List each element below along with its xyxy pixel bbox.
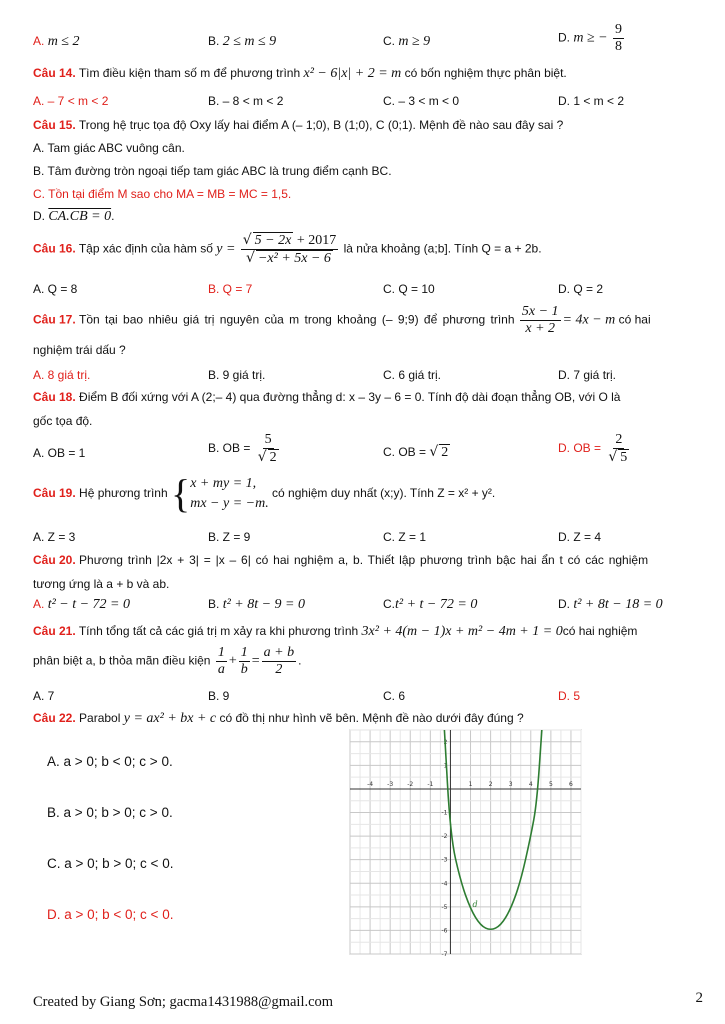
q13-option-a: m ≤ 2: [47, 34, 80, 49]
x-tick-label: 5: [548, 780, 553, 788]
q16-option-c: C. Q = 10: [383, 282, 435, 296]
q16-option-b: B. Q = 7: [208, 282, 253, 296]
y-tick-label: 2: [443, 738, 448, 746]
q14-text2: có bốn nghiệm thực phân biệt.: [404, 66, 567, 80]
q18-stem: [33, 390, 620, 404]
q18-option-b-wrap: B. OB = $\frac{5}{√ 2}$: [208, 432, 277, 465]
q21-f2-den: b: [240, 662, 248, 677]
q14-option-b: B. – 8 < m < 2: [208, 94, 284, 108]
q20-option-b-label: B.: [208, 597, 220, 611]
q21-equals: =: [251, 653, 260, 669]
q18-option-c-label: C. OB =: [383, 445, 427, 459]
q17-option-b: B. 9 giá trị.: [208, 368, 266, 382]
q16-num-expr: 5 − 2x: [254, 233, 292, 248]
q18-b-den: 2: [269, 450, 277, 465]
q16-text2: là nửa khoảng (a;b]. Tính Q = a + 2b.: [343, 241, 542, 256]
x-tick-label: 3: [508, 780, 513, 788]
q13-options: [33, 34, 79, 50]
q16-option-a: A. Q = 8: [33, 282, 78, 296]
q20-text2: tương ứng là a + b và ab.: [33, 577, 170, 591]
q15-number: Câu 15.: [33, 118, 76, 132]
q22-stem: [33, 711, 524, 727]
q15-option-a: A. Tam giác ABC vuông cân.: [33, 141, 185, 155]
y-tick-label: -1: [441, 809, 448, 817]
q13-option-c-wrap: [383, 34, 430, 50]
y-tick-label: -5: [441, 903, 448, 911]
q21-text1: Tính tổng tất cả các giá trị m xảy ra khi phương trình: [78, 624, 359, 638]
q17-number: Câu 17.: [33, 312, 76, 327]
x-tick-label: 6: [569, 780, 573, 788]
q18-b-num: 5: [264, 432, 272, 447]
q13-option-b-label: B.: [208, 34, 220, 48]
q21-condition: [33, 645, 301, 678]
q15-option-d-eq: CA.CB = 0: [48, 209, 112, 224]
q13-option-d-wrap: [558, 22, 626, 55]
q15-text: Trong hệ trục tọa độ Oxy lấy hai điểm A (– 1;0), B (1;0), C (0;1). Mệnh đề nào sau đây sai ?: [78, 118, 564, 132]
q17-fnum: 5x − 1: [521, 304, 559, 319]
q13-option-d-pre: m ≥ −: [573, 30, 608, 46]
q19-eq1: x + my = 1,: [190, 476, 257, 491]
q15-option-d-label: D.: [33, 209, 45, 223]
x-tick-label: -4: [367, 780, 374, 788]
x-tick-label: 4: [528, 780, 533, 788]
q15-option-b: B. Tâm đường tròn ngoại tiếp tam giác ABC là trung điểm cạnh BC.: [33, 164, 392, 178]
x-tick-label: 2: [488, 780, 493, 788]
q18-d-den: 5: [620, 450, 628, 465]
q20-option-a: t² − t − 72 = 0: [47, 597, 131, 612]
q19-number: Câu 19.: [33, 486, 76, 501]
q15-stem: [33, 118, 563, 132]
q21-stem: [33, 624, 637, 640]
q16-y: y =: [216, 241, 236, 257]
q20-option-c-wrap: [383, 597, 477, 613]
q17-fden: x + 2: [525, 321, 556, 336]
q13-option-b: 2 ≤ m ≤ 9: [222, 34, 277, 49]
q18-option-c-wrap: C. OB = √ 2: [383, 444, 449, 460]
q22-number: Câu 22.: [33, 711, 76, 725]
q19-stem: [33, 471, 496, 516]
q19-option-c: C. Z = 1: [383, 530, 427, 544]
q21-f1-num: 1: [217, 645, 225, 660]
y-tick-label: -2: [441, 833, 448, 841]
q17-stem: [33, 304, 701, 337]
q16-text1: Tập xác định của hàm số: [78, 241, 213, 256]
q21-f1-den: a: [217, 662, 225, 677]
q19-option-d: D. Z = 4: [558, 530, 602, 544]
q18-text1: Điểm B đối xứng với A (2;– 4) qua đường thẳng d: x – 3y – 6 = 0. Tính độ dài đoạn thẳng OB, với O là: [79, 390, 621, 404]
q20-option-d-label: D.: [558, 597, 570, 611]
q16-number: Câu 16.: [33, 241, 76, 256]
q17-rhs: = 4x − m: [562, 312, 616, 328]
q18-c-rad: 2: [441, 445, 449, 460]
x-tick-label: -3: [387, 780, 394, 788]
y-tick-label: -4: [441, 880, 448, 888]
q16-option-d: D. Q = 2: [558, 282, 604, 296]
q21-option-c: C. 6: [383, 689, 406, 703]
q17-option-d: D. 7 giá trị.: [558, 368, 617, 382]
q21-f3-den: 2: [275, 662, 283, 677]
parabola-graph: [350, 730, 581, 958]
q19-option-b: B. Z = 9: [208, 530, 251, 544]
q21-equation: 3x² + 4(m − 1)x + m² − 4m + 1 = 0: [361, 624, 563, 639]
y-tick-label: -6: [441, 927, 448, 935]
q20-option-b-wrap: [208, 597, 305, 613]
q22-option-b: B. a > 0; b > 0; c > 0.: [47, 805, 173, 820]
q21-option-b: B. 9: [208, 689, 230, 703]
q20-text1: Phương trình |2x + 3| = |x – 6| có hai nghiệm a, b. Thiết lập phương trình bậc hai ẩn t có các nghiệm: [79, 553, 649, 567]
q13-d-num: 9: [614, 22, 622, 37]
x-tick-label: 1: [468, 780, 473, 788]
q18-option-d-wrap: D. OB = $\frac{2}{√ 5}$: [558, 432, 628, 465]
q15-option-d-end: .: [111, 209, 115, 223]
q17-option-a: A. 8 giá trị.: [33, 368, 91, 382]
q13-option-d-label: D.: [558, 30, 570, 45]
q20-stem: [33, 553, 648, 567]
q15-option-d-wrap: [33, 209, 114, 225]
q21-f2-num: 1: [240, 645, 248, 660]
q13-option-a-label: A.: [33, 34, 45, 48]
q18-d-num: 2: [615, 432, 623, 447]
q20-option-c: t² + t − 72 = 0: [395, 597, 478, 612]
q21-option-a: A. 7: [33, 689, 55, 703]
q22-option-c: C. a > 0; b > 0; c < 0.: [47, 856, 174, 871]
q21-plus: +: [228, 653, 237, 669]
q20-option-d: t² + 8t − 18 = 0: [573, 597, 663, 612]
q17-option-c: C. 6 giá trị.: [383, 368, 442, 382]
q22-text1: Parabol: [79, 711, 121, 725]
y-tick-label: -7: [441, 951, 448, 958]
q22-option-d: D. a > 0; b < 0; c < 0.: [47, 907, 174, 922]
q20-option-a-label: A.: [33, 597, 45, 611]
graph-frame: [350, 730, 581, 954]
y-tick-label: -3: [441, 856, 448, 864]
q22-option-a: A. a > 0; b < 0; c > 0.: [47, 754, 173, 769]
q18-option-a: A. OB = 1: [33, 446, 86, 460]
page-number: 2: [695, 990, 703, 1006]
q15-option-c: C. Tồn tại điểm M sao cho MA = MB = MC = 1,5.: [33, 187, 292, 201]
q19-system: [190, 474, 269, 514]
q17-fraction: [520, 304, 561, 337]
q16-fraction: $\frac{√ 5 - 2x + 2017}{\text{√ −x² + 5x − 6}}$: [242, 232, 337, 266]
y-tick-label: 1: [443, 762, 448, 770]
q21-dot: .: [298, 653, 302, 668]
q20-option-a-wrap: [33, 597, 130, 613]
q18-option-d-label: D. OB =: [558, 441, 602, 456]
q19-option-a: A. Z = 3: [33, 530, 76, 544]
q19-text2: có nghiệm duy nhất (x;y). Tính Z = x² + y².: [272, 486, 496, 501]
q21-option-d: D. 5: [558, 689, 581, 703]
q18-option-b-label: B. OB =: [208, 441, 251, 456]
q19-brace: {: [171, 471, 191, 516]
q17-text2: có hai: [618, 312, 651, 327]
q14-option-d: D. 1 < m < 2: [558, 94, 625, 108]
curve-label: d: [472, 899, 478, 909]
q21-text3: phân biệt a, b thỏa mãn điều kiện: [33, 653, 211, 668]
q14-equation: x² − 6|x| + 2 = m: [303, 66, 402, 81]
q16-stem: [33, 232, 542, 267]
q17-text1: Tồn tại bao nhiêu giá trị nguyên của m trong khoảng (– 9;9) để phương trình: [79, 312, 515, 327]
q21-f3-num: a + b: [263, 645, 295, 660]
q13-option-c-label: C.: [383, 34, 395, 48]
x-tick-label: -2: [407, 780, 414, 788]
q17-text3: nghiệm trái dấu ?: [33, 343, 126, 357]
q14-option-c: C. – 3 < m < 0: [383, 94, 460, 108]
q20-option-b: t² + 8t − 9 = 0: [222, 597, 306, 612]
q21-text2: có hai nghiệm: [562, 624, 638, 638]
q14-number: Câu 14.: [33, 66, 76, 80]
q20-number: Câu 20.: [33, 553, 76, 567]
q21-number: Câu 21.: [33, 624, 76, 638]
q16-den-expr: −x² + 5x − 6: [257, 251, 331, 266]
q22-equation: y = ax² + bx + c: [123, 711, 217, 726]
q16-num-tail: + 2017: [296, 233, 337, 248]
q20-option-c-label: C.: [383, 597, 395, 611]
q19-eq2: mx − y = −m.: [190, 496, 269, 511]
q18-text2: gốc tọa độ.: [33, 414, 93, 428]
q14-option-a: A. – 7 < m < 2: [33, 94, 109, 108]
q20-option-d-wrap: [558, 597, 663, 613]
footer-credit: Created by Giang Sơn; gacma1431988@gmail.com: [33, 994, 334, 1010]
q22-text2: có đồ thị như hình vẽ bên. Mệnh đề nào dưới đây đúng ?: [219, 711, 524, 725]
q19-text1: Hệ phương trình: [79, 486, 168, 501]
q13-d-den: 8: [614, 39, 622, 54]
x-tick-label: -1: [427, 780, 434, 788]
q13-option-b-wrap: [208, 34, 276, 50]
q13-option-c: m ≥ 9: [398, 34, 431, 49]
q18-number: Câu 18.: [33, 390, 76, 404]
q14-text1: Tìm điều kiện tham số m để phương trình: [78, 66, 301, 80]
q14-stem: [33, 66, 567, 82]
